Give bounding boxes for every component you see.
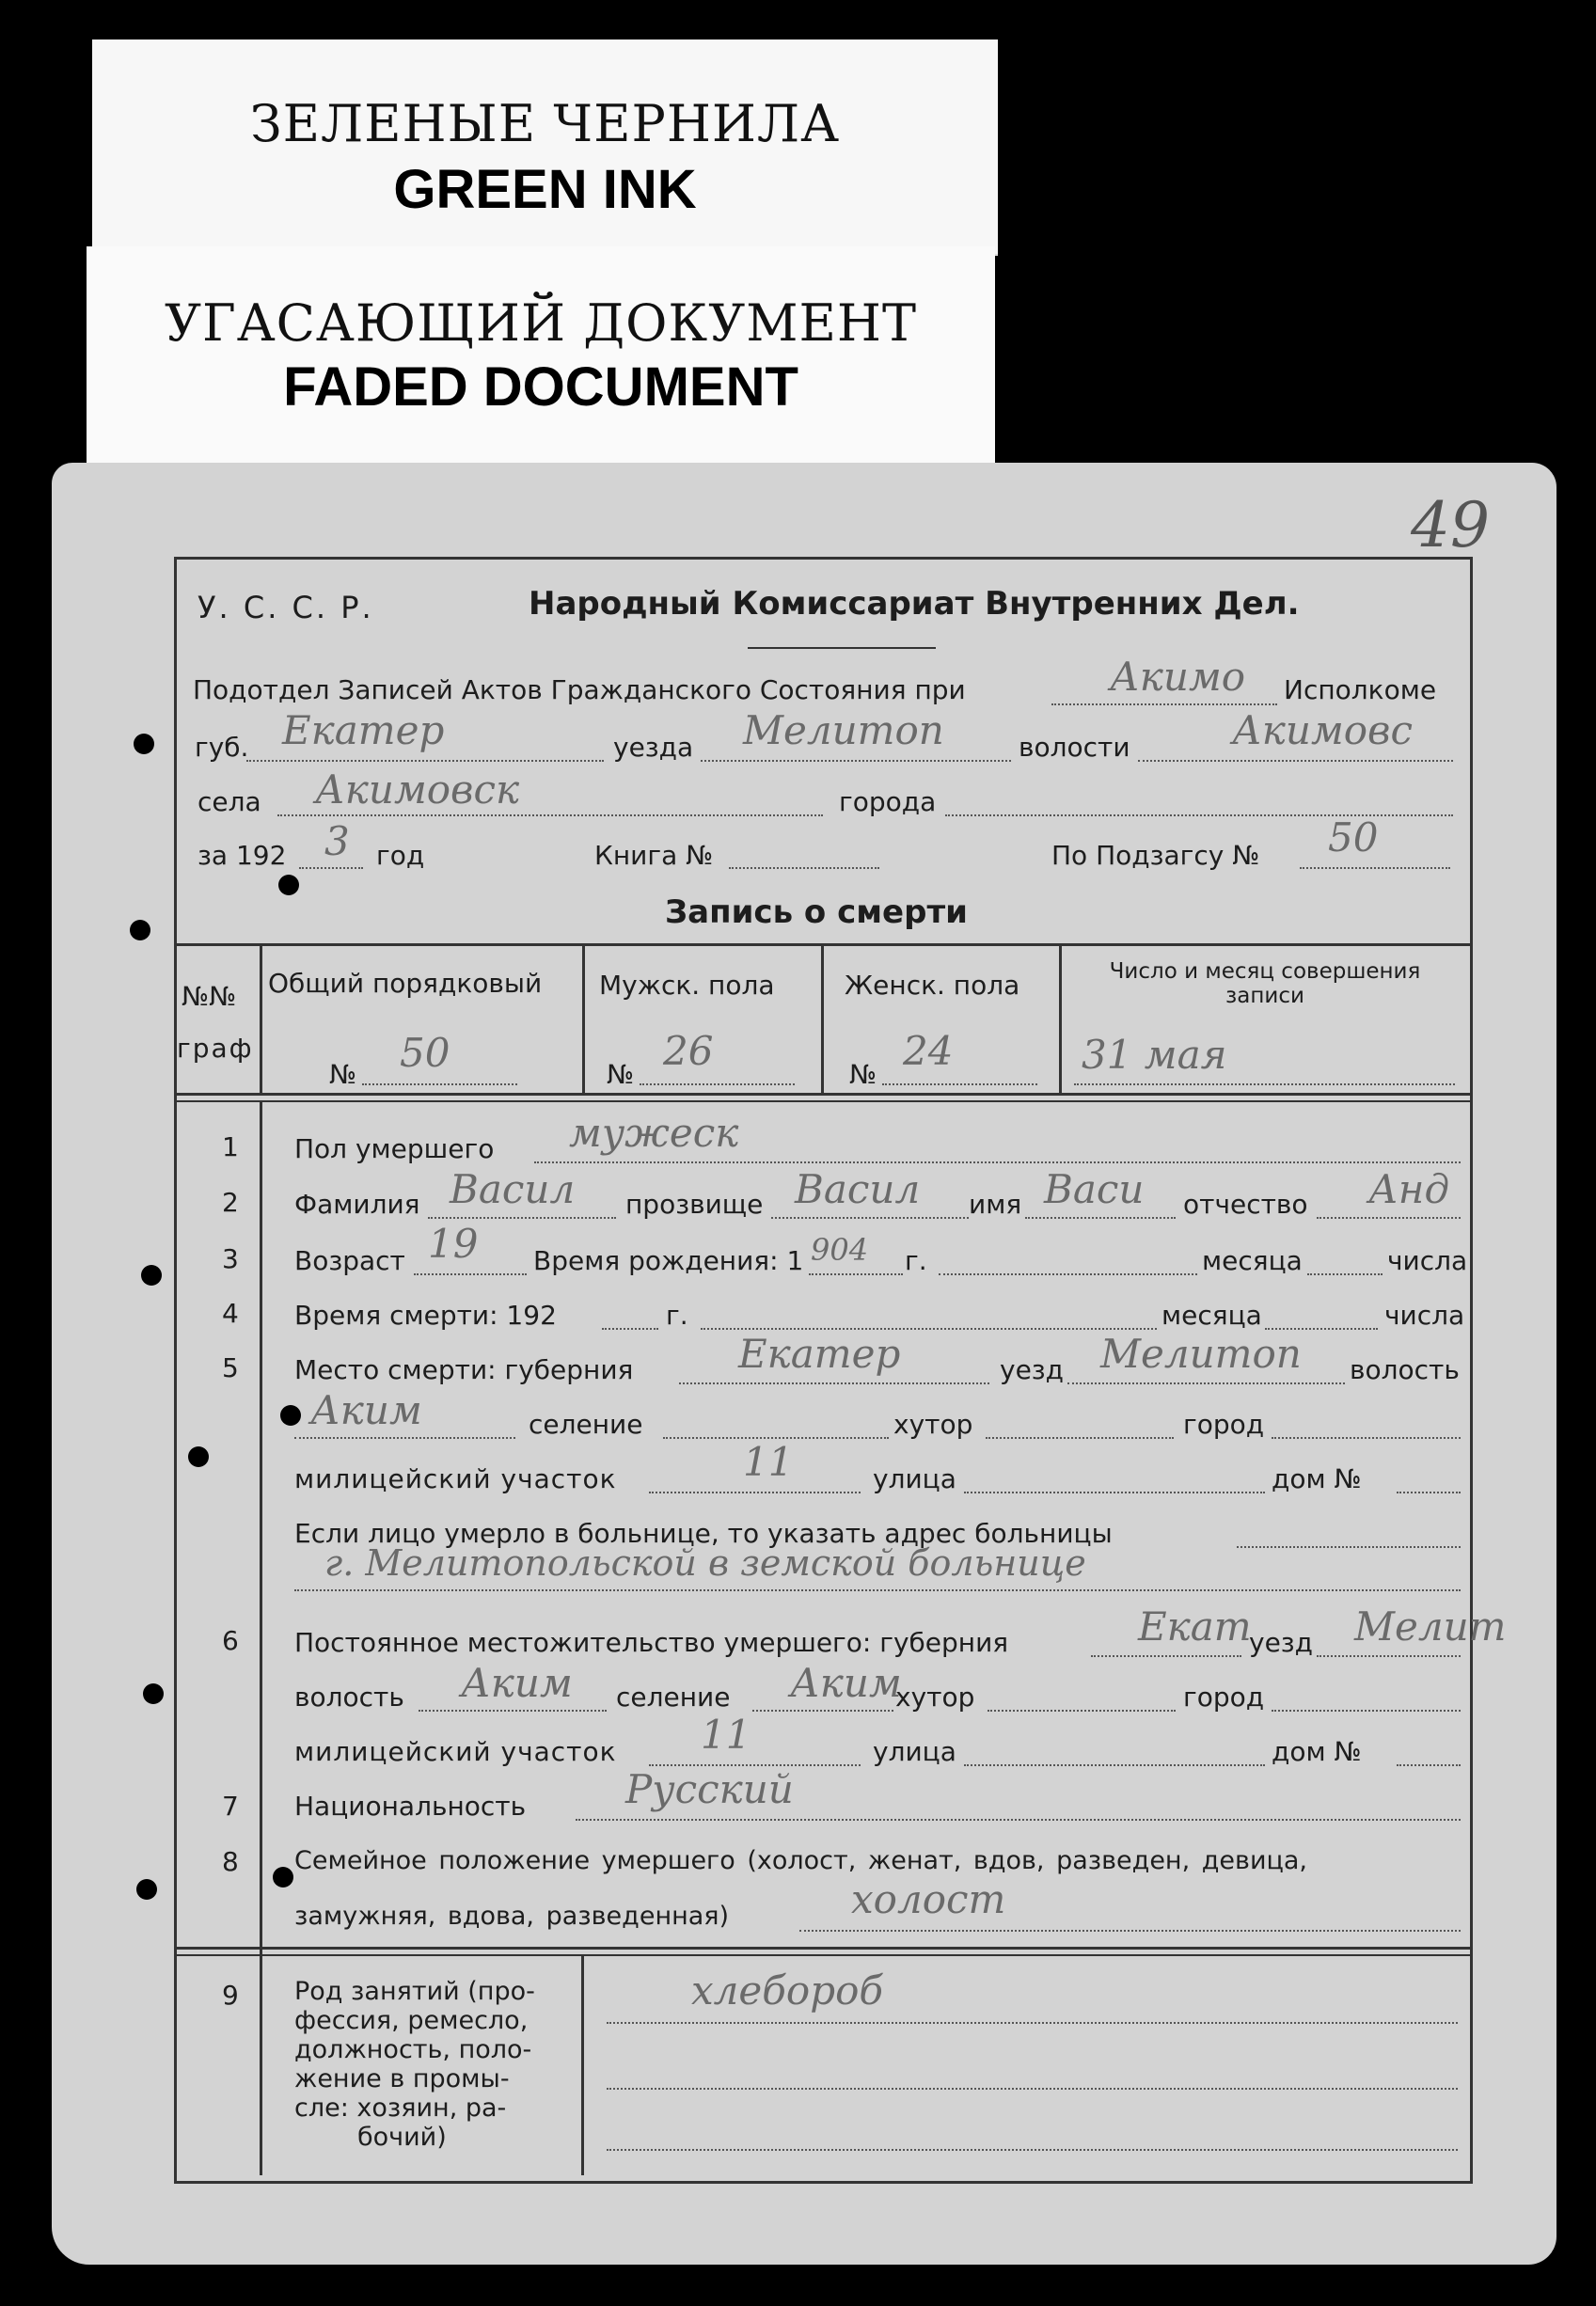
death-gorod-label: город — [1183, 1409, 1265, 1440]
green-ink-en-text: GREEN INK — [393, 159, 697, 220]
nationality-value: Русский — [625, 1766, 794, 1812]
row-number: 5 — [222, 1352, 239, 1383]
birth-month-label: месяца — [1202, 1245, 1303, 1276]
male-value: 26 — [663, 1028, 714, 1074]
col-divider — [821, 943, 824, 1096]
col-male-label: Мужск. пола — [599, 970, 775, 1001]
death-hutor-line — [986, 1437, 1174, 1439]
occupation-line — [607, 2022, 1458, 2024]
death-volost-label: волость — [1350, 1354, 1460, 1385]
familia-value: Васил — [450, 1166, 576, 1212]
date-value: 31 мая — [1082, 1032, 1227, 1078]
occupation-divider — [581, 1954, 584, 2175]
goroda-label: города — [839, 786, 937, 817]
death-gorod-line — [1272, 1437, 1461, 1439]
marital-label-continued: замужняя, вдова, разведенная) — [294, 1902, 730, 1931]
gub-line — [246, 760, 604, 762]
birth-day-label: числа — [1387, 1245, 1468, 1276]
residence-uezd-line — [1317, 1655, 1461, 1657]
otchestvo-value: Анд — [1368, 1166, 1450, 1212]
republic-text: У. С. С. Р. — [198, 590, 374, 625]
year-label: за 192 — [198, 840, 287, 871]
death-uezd-label: уезд — [1000, 1354, 1065, 1385]
total-num-sign: № — [329, 1059, 357, 1090]
occupation-label-1: Род занятий (про- — [294, 1977, 535, 2006]
punch-hole — [130, 920, 150, 940]
occupation-top-rule — [174, 1947, 1470, 1950]
otchestvo-label: отчество — [1183, 1189, 1308, 1220]
god-label: год — [376, 840, 425, 871]
residence-selenie-label: селение — [616, 1682, 731, 1713]
gub-value: Екатер — [282, 707, 445, 753]
year-line — [299, 867, 363, 869]
birth-g-label: г. — [905, 1245, 927, 1276]
male-line — [640, 1083, 795, 1085]
subdept-label: Подотдел Записей Актов Гражданского Состояния при — [193, 674, 966, 705]
age-line — [414, 1273, 527, 1275]
kniga-line — [729, 867, 879, 869]
occupation-label-5: сле: хозяин, ра- — [294, 2093, 507, 2123]
sex-value: мужеск — [569, 1110, 739, 1156]
birth-gap-line — [939, 1273, 1197, 1275]
birth-label: Время рождения: 1 — [533, 1245, 804, 1276]
volost-label: волости — [1019, 732, 1130, 763]
faded-document-ru-text: УГАСАЮЩИЙ ДОКУМЕНТ — [164, 293, 918, 353]
occupation-label-2: фессия, ремесло, — [294, 2006, 529, 2035]
residence-hutor-line — [988, 1710, 1176, 1712]
col-female-label: Женск. пола — [845, 970, 1020, 1001]
faded-document-en-text: FADED DOCUMENT — [283, 356, 798, 418]
residence-uezd-value: Мелит — [1354, 1603, 1507, 1650]
familia-line — [428, 1217, 616, 1219]
death-ulica-line — [964, 1492, 1265, 1493]
sela-label: села — [198, 786, 261, 817]
death-month-label: месяца — [1161, 1300, 1262, 1331]
sela-value: Акимовск — [315, 766, 520, 813]
row-number: 7 — [222, 1791, 239, 1822]
marital-value: холост — [851, 1876, 1006, 1922]
year-value: 3 — [324, 818, 350, 864]
female-num-sign: № — [849, 1059, 877, 1090]
ispolkom-label: Исполкоме — [1284, 674, 1437, 705]
punch-hole — [143, 1683, 164, 1704]
residence-uezd-label: уезд — [1249, 1627, 1314, 1658]
gub-label: губ. — [195, 732, 249, 763]
occupation-value: хлебороб — [691, 1967, 884, 2014]
punch-hole — [141, 1265, 162, 1286]
row-number: 6 — [222, 1625, 239, 1656]
col-divider — [1059, 943, 1062, 1096]
residence-selenie-value: Аким — [790, 1660, 902, 1706]
record-title: Запись о смерти — [665, 893, 968, 931]
age-value: 19 — [428, 1221, 479, 1267]
nationality-label: Национальность — [294, 1791, 527, 1822]
residence-selenie-line — [752, 1710, 893, 1712]
title-rule — [748, 647, 936, 649]
familia-label: Фамилия — [294, 1189, 420, 1220]
row-number: 4 — [222, 1298, 239, 1329]
death-dom-label: дом № — [1272, 1463, 1362, 1494]
residence-milic-value: 11 — [701, 1712, 751, 1758]
green-ink-ru-text: ЗЕЛЕНЫЕ ЧЕРНИЛА — [250, 94, 840, 153]
residence-dom-line — [1397, 1764, 1461, 1766]
residence-gub-line — [1091, 1655, 1241, 1657]
podzag-value: 50 — [1328, 814, 1379, 861]
imya-label: имя — [969, 1189, 1022, 1220]
death-uezd-value: Мелитоп — [1100, 1331, 1302, 1377]
death-volost-line — [294, 1437, 515, 1439]
death-hutor-label: хутор — [893, 1409, 973, 1440]
female-value: 24 — [903, 1028, 954, 1074]
residence-volost-label: волость — [294, 1682, 404, 1713]
table-head-double-rule — [174, 1100, 1470, 1102]
occupation-line — [607, 2088, 1458, 2090]
residence-ulica-label: улица — [873, 1736, 956, 1767]
commissariat-title: Народный Комиссариат Внутренних Дел. — [529, 585, 1300, 623]
residence-hutor-label: хутор — [895, 1682, 975, 1713]
occupation-line — [607, 2149, 1458, 2151]
uezd-label: уезда — [613, 732, 694, 763]
death-ulica-label: улица — [873, 1463, 956, 1494]
green-ink-label-card — [92, 39, 998, 254]
podzag-line — [1300, 867, 1450, 869]
occupation-label-3: должность, поло- — [294, 2035, 532, 2064]
podzag-label: По Подзагсу № — [1051, 840, 1260, 871]
col-total-label: Общий порядковый — [268, 968, 543, 999]
female-line — [882, 1083, 1037, 1085]
residence-volost-line — [419, 1710, 607, 1712]
page-number: 49 — [1411, 489, 1490, 561]
volost-line — [1138, 760, 1453, 762]
uezd-line — [701, 760, 1011, 762]
col-graf-label: граф — [177, 1033, 254, 1064]
death-selenie-label: селение — [529, 1409, 643, 1440]
row-number: 2 — [222, 1187, 239, 1218]
death-volost-value: Аким — [310, 1387, 422, 1433]
death-milic-line — [649, 1492, 861, 1493]
hospital-label: Если лицо умерло в больнице, то указать адрес больницы — [294, 1518, 1113, 1549]
marital-label: Семейное положение умершего (холост, женат, вдов, разведен, девица, — [294, 1846, 1307, 1875]
death-gap-line — [701, 1328, 1157, 1330]
death-dom-line — [1397, 1492, 1461, 1493]
faded-document-label-card — [87, 246, 995, 467]
subdept-line — [1051, 703, 1277, 705]
number-column-rule — [260, 1102, 262, 2175]
residence-dom-label: дом № — [1272, 1736, 1362, 1767]
death-day-label: числа — [1384, 1300, 1465, 1331]
residence-label: Постоянное местожительство умершего: губерния — [294, 1627, 1009, 1658]
death-g-label: г. — [666, 1300, 688, 1331]
prozvische-value: Васил — [795, 1166, 921, 1212]
row-number: 8 — [222, 1846, 239, 1877]
death-year-line — [602, 1328, 658, 1330]
birth-month-line — [1307, 1273, 1383, 1275]
sela-line — [277, 814, 823, 816]
otchestvo-line — [1317, 1217, 1461, 1219]
occupation-label-4: жение в промы- — [294, 2064, 510, 2093]
col-divider — [582, 943, 585, 1096]
hospital-value: г. Мелитопольской в земской больнице — [324, 1542, 1086, 1584]
col-date-label: Число и месяц совершения записи — [1109, 959, 1421, 1008]
death-gub-line — [679, 1382, 989, 1384]
sex-label: Пол умершего — [294, 1133, 495, 1164]
residence-gub-value: Екат — [1138, 1603, 1252, 1650]
occupation-double-rule — [174, 1954, 1470, 1956]
birth-year-value: 904 — [811, 1232, 869, 1268]
prozvische-line — [771, 1217, 969, 1219]
date-line — [1074, 1083, 1455, 1085]
hospital-line — [1237, 1546, 1461, 1548]
row-number: 9 — [222, 1980, 239, 2011]
sex-line — [534, 1161, 1461, 1163]
uezd-value: Мелитоп — [743, 707, 944, 753]
male-num-sign: № — [607, 1059, 635, 1090]
death-uezd-line — [1067, 1382, 1345, 1384]
imya-line — [1025, 1217, 1176, 1219]
age-label: Возраст — [294, 1245, 405, 1276]
total-value: 50 — [400, 1030, 450, 1076]
nationality-line — [576, 1819, 1461, 1821]
imya-value: Васи — [1044, 1166, 1145, 1212]
death-time-label: Время смерти: 192 — [294, 1300, 557, 1331]
table-head-bottom-rule — [174, 1093, 1470, 1096]
col-divider — [260, 943, 262, 1096]
residence-volost-value: Аким — [461, 1660, 573, 1706]
volost-value: Акимовс — [1232, 707, 1414, 753]
punch-hole — [136, 1879, 157, 1900]
death-place-label: Место смерти: губерния — [294, 1354, 634, 1385]
col-nn-label: №№ — [182, 981, 237, 1012]
row-number: 1 — [222, 1131, 239, 1162]
occupation-label-6: бочий) — [357, 2123, 447, 2152]
residence-ulica-line — [964, 1764, 1265, 1766]
residence-milic-label: милицейский участок — [294, 1736, 617, 1767]
row-number: 3 — [222, 1243, 239, 1274]
birth-year-line — [809, 1273, 903, 1275]
marital-line — [799, 1930, 1461, 1932]
death-gub-value: Екатер — [738, 1331, 901, 1377]
kniga-label: Книга № — [594, 840, 714, 871]
residence-gorod-line — [1272, 1710, 1461, 1712]
residence-gorod-label: город — [1183, 1682, 1265, 1713]
subdept-value: Акимо — [1110, 654, 1246, 700]
hospital-address-line — [294, 1589, 1461, 1591]
death-milic-label: милицейский участок — [294, 1463, 617, 1494]
prozvische-label: прозвище — [625, 1189, 764, 1220]
punch-hole — [134, 734, 154, 754]
death-milic-value: 11 — [743, 1439, 794, 1485]
death-month-line — [1265, 1328, 1378, 1330]
total-line — [362, 1083, 517, 1085]
